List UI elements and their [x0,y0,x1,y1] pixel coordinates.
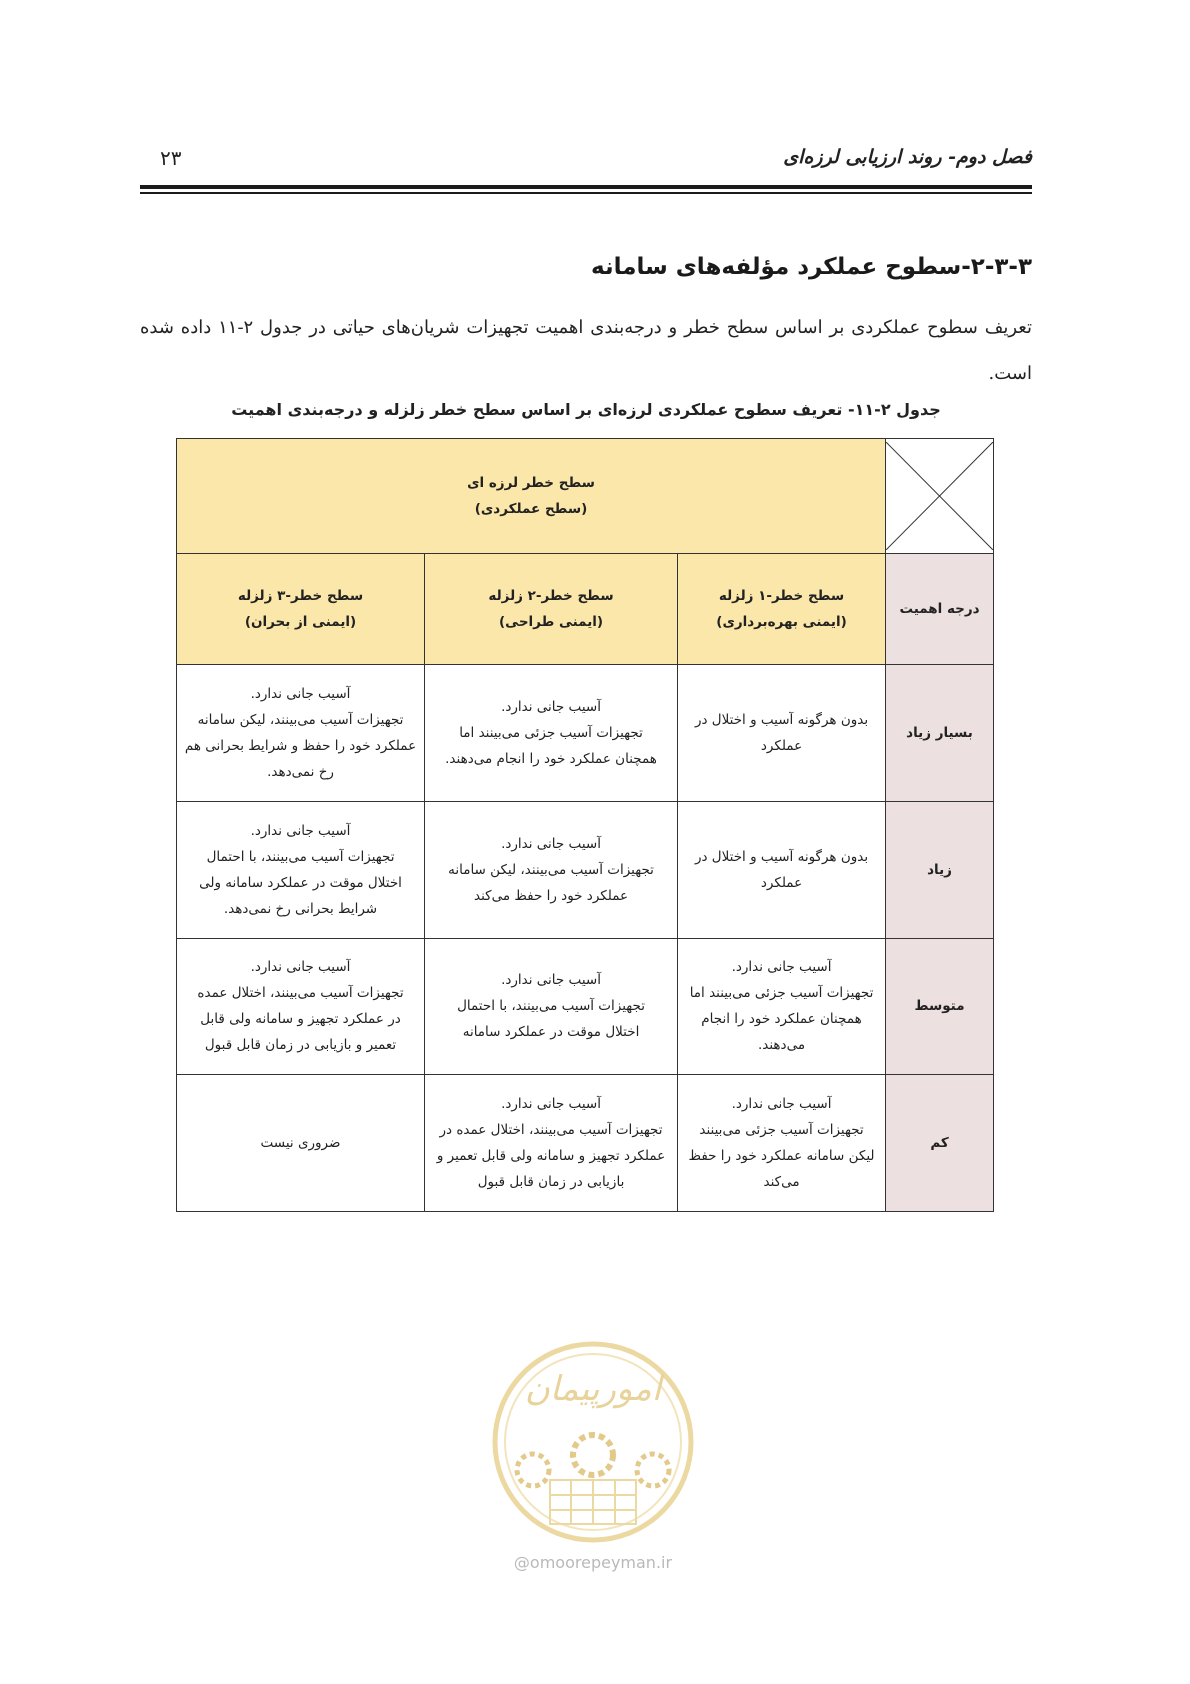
cell-line: آسیب جانی ندارد. [501,835,601,852]
column-header-line: سطح خطر-۳ زلزله [237,588,364,605]
table-row-high [177,802,994,939]
cell-line: همچنان عملکرد خود را انجام می‌دهند. [445,751,657,768]
cell-line: عملکرد [760,738,803,755]
cell-line: تجهیزات آسیب می‌بینند، با احتمال [206,848,395,865]
cell-line: بازیابی در زمان قابل قبول [477,1174,625,1191]
header-rule-thin [140,192,1032,194]
cell-line: تجهیزات آسیب می‌بینند، لیکن سامانه [448,861,654,878]
page-header [140,146,1032,176]
cell-line: عملکرد خود را حفظ می‌کند [473,887,629,904]
cell-line: تجهیزات آسیب می‌بینند، اختلال عمده [197,985,404,1002]
column-header-line: (ایمنی بهره‌برداری) [716,614,847,631]
header-rule-thick [140,185,1032,189]
cell-line: تجهیزات آسیب می‌بینند، با احتمال [457,998,645,1015]
intro-paragraph: تعریف سطوح عملکردی بر اساس سطح خطر و درجه‌بندی اهمیت تجهیزات شریان‌های حیاتی در جدول ۲-۱۱ داده شده است. [140,317,1032,384]
importance-header: درجه اهمیت [886,554,994,665]
cell-line: می‌کند [763,1174,800,1191]
seismic-hazard-header-line: سطح خطر لرزه ای [467,475,595,492]
column-header-line: (ایمنی از بحران) [244,614,357,631]
corner-cross-cell [886,439,994,554]
cell-line: آسیب جانی ندارد. [501,972,601,989]
cell-line: عملکرد خود را حفظ و شرایط بحرانی هم [184,738,417,755]
table-cell [678,665,886,802]
table-cell [177,665,425,802]
cell-line: لیکن سامانه عملکرد خود را حفظ [688,1148,875,1165]
column-header-level-3 [177,554,425,665]
cell-line: اختلال موقت در عملکرد سامانه ولی [199,874,402,891]
cell-line: رخ نمی‌دهد. [267,764,334,781]
table-row-low [177,1075,994,1212]
performance-levels-table [176,438,994,1212]
cell-line: تعمیر و بازیابی در زمان قابل قبول [204,1037,397,1054]
cell-line: آسیب جانی ندارد. [250,959,351,976]
table-cell [425,665,678,802]
table-cell [678,802,886,939]
table-cell [177,802,425,939]
column-header-line: (ایمنی طراحی) [498,614,604,631]
cell-line: آسیب جانی ندارد. [250,822,351,839]
column-header-level-2 [425,554,678,665]
cell-line: تجهیزات آسیب می‌بینند، لیکن سامانه [197,712,404,729]
cell-line: عملکرد تجهیز و سامانه ولی قابل تعمیر و [436,1148,666,1165]
column-header-level-1 [678,554,886,665]
table-cell [177,1075,425,1212]
table-row-very-high [177,665,994,802]
cell-line: تجهیزات آسیب جزئی می‌بینند اما [689,985,874,1002]
cell-line: بدون هرگونه آسیب و اختلال در [694,848,869,865]
cell-line: در عملکرد تجهیز و سامانه ولی قابل [200,1011,401,1028]
section-title: ۲-۳-۳-سطوح عملکرد مؤلفه‌های سامانه [591,254,1032,280]
importance-high: زیاد [886,802,994,939]
table-column-header-row [177,554,994,665]
corner-cross-icon [886,442,993,550]
seismic-hazard-header [177,439,886,554]
table-row-medium [177,938,994,1075]
cell-line: بدون هرگونه آسیب و اختلال در [694,712,869,729]
importance-very-high: بسیار زیاد [886,665,994,802]
cell-line: آسیب جانی ندارد. [501,1096,601,1113]
cell-line: تجهیزات آسیب می‌بینند، اختلال عمده در [439,1122,663,1139]
watermark-website: @omoorepeyman.ir [513,1553,673,1572]
table-top-header-row [177,439,994,554]
table-cell [678,1075,886,1212]
cell-line: شرایط بحرانی رخ نمی‌دهد. [223,900,378,917]
cell-line: تجهیزات آسیب جزئی می‌بینند [699,1122,864,1139]
cell-line: اختلال موقت در عملکرد سامانه [462,1024,640,1041]
table-caption: جدول ۲-۱۱- تعریف سطوح عملکردی لرزه‌ای بر اساس سطح خطر زلزله و درجه‌بندی اهمیت [231,400,941,419]
seal-lettering: امورپیمان [524,1369,662,1409]
importance-low: کم [886,1075,994,1212]
column-header-line: سطح خطر-۲ زلزله [488,588,614,605]
chapter-title: فصل دوم- روند ارزیابی لرزه‌ای [783,146,1032,168]
table-cell [425,938,678,1075]
cell-line: آسیب جانی ندارد. [250,686,351,703]
cell-line: ضروری نیست [260,1135,341,1152]
seismic-hazard-header-line: (سطح عملکردی) [474,501,588,518]
cell-line: عملکرد [760,874,803,891]
cell-line: همچنان عملکرد خود را انجام [701,1011,862,1028]
cell-line: آسیب جانی ندارد. [731,1096,832,1113]
table-cell [425,1075,678,1212]
table-cell [425,802,678,939]
cell-line: آسیب جانی ندارد. [501,699,601,716]
watermark-seal-icon [488,1330,698,1560]
cell-line: می‌دهند. [757,1037,806,1054]
column-header-line: سطح خطر-۱ زلزله [718,588,845,605]
cell-line: تجهیزات آسیب جزئی می‌بینند اما [459,725,643,742]
table-cell [177,938,425,1075]
importance-medium: متوسط [886,938,994,1075]
table-cell [678,938,886,1075]
page-number: ۲۳ [160,146,182,170]
cell-line: آسیب جانی ندارد. [731,959,832,976]
